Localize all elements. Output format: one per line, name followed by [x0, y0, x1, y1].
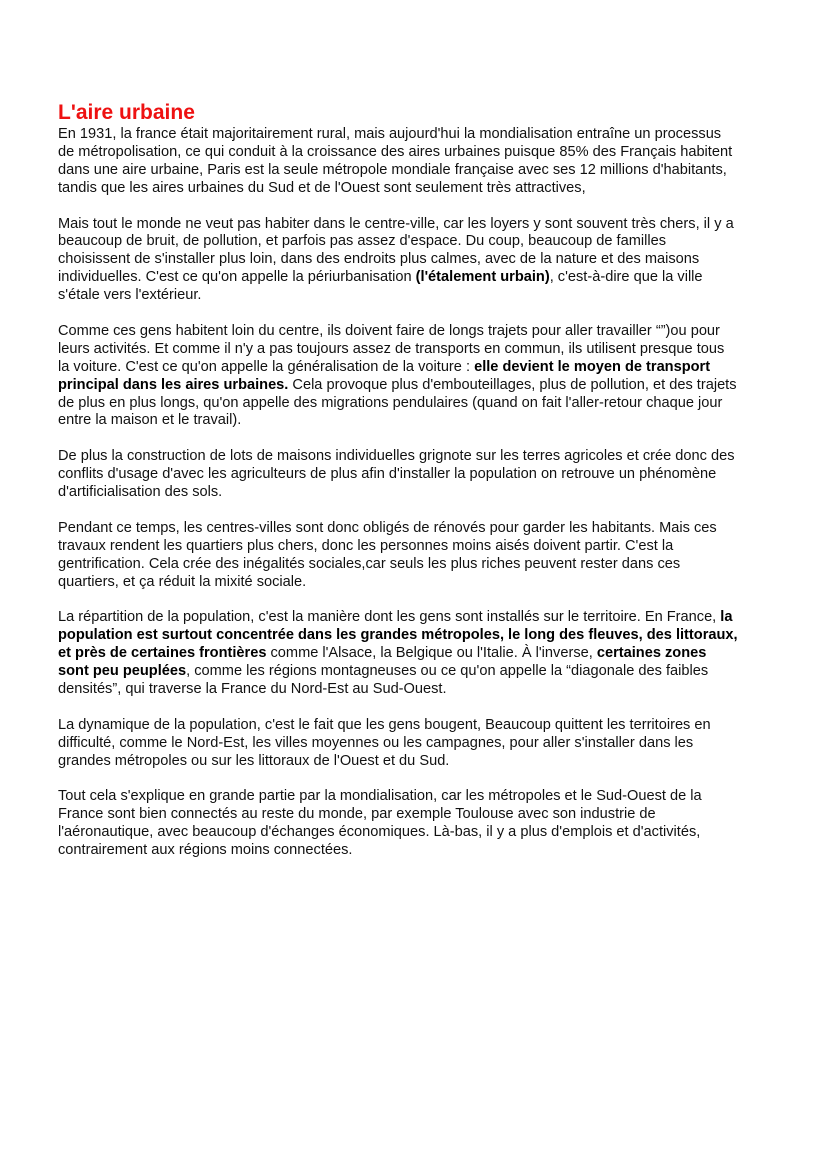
text-segment: Pendant ce temps, les centres-villes sont donc obligés de rénovés pour garder les habitants. Mais ces travaux rendent les quartiers plus chers, donc les personnes moins aisés doivent partir. C'est la gentrification. Cela crée des inégalités sociales,car seuls les plus riches peuvent rester dans ces quartiers, et ça réduit la mixité sociale.	[58, 519, 717, 590]
text-segment: La répartition de la population, c'est la manière dont les gens sont installés sur le territoire. En France,	[58, 609, 721, 626]
text-segment: Mais tout le monde ne veut pas habiter dans le centre-ville, car les loyers y sont souvent très chers, il y a beaucoup de bruit, de pollution, et parfois pas assez d'espace. Du coup, beaucoup de familles choisissent de s'installer plus loin, dans des endroits plus calmes, avec de la nature et des maisons individuelles. C'est ce qu'on appelle la périurbanisation	[58, 215, 734, 286]
text-segment: En 1931, la france était majoritairement rural, mais aujourd'hui la mondialisation entraîne un processus de métropolisation, ce qui conduit à la croissance des aires urbaines puisque 85% des Français habitent dans une aire urbaine, Paris est la seule métropole mondiale française avec ses 12 millions d'habitants, tandis que les aires urbaines du Sud et de l'Ouest sont seulement très attractives,	[58, 126, 733, 196]
text-segment: La dynamique de la population, c'est le fait que les gens bougent, Beaucoup quittent les territoires en difficulté, comme le Nord-Est, les villes moyennes ou les campagnes, pour aller s'installer dans les grandes métropoles ou sur les littoraux de l'Ouest et du Sud.	[58, 716, 711, 769]
paragraph-dynamique	[58, 717, 738, 771]
paragraph-gentrification	[58, 520, 738, 592]
paragraph-periurbanisation	[58, 216, 738, 306]
text-segment: , c'est-à-dire que la ville s'étale vers l'extérieur.	[58, 269, 703, 304]
bold-text-segment: (l'étalement urbain)	[415, 269, 550, 286]
paragraph-mondialisation	[58, 788, 738, 860]
paragraph-voiture	[58, 323, 738, 430]
text-segment: , comme les régions montagneuses ou ce qu'on appelle la “diagonale des faibles densités”, qui traverse la France du Nord-Est au Sud-Ouest.	[58, 663, 709, 698]
text-segment: Cela provoque plus d'embouteillages, plus de pollution, et des trajets de plus en plus longs, qu'on appelle des migrations pendulaires (quand on fait l'aller-retour chaque jour entre la maison et le travail).	[58, 376, 737, 429]
bold-text-segment: elle devient le moyen de transport principal dans les aires urbaines.	[58, 358, 711, 393]
text-segment: comme l'Alsace, la Belgique ou l'Italie. À l'inverse,	[266, 645, 597, 662]
bold-text-segment: la population est surtout concentrée dans les grandes métropoles, le long des fleuves, des littoraux, et près de certaines frontières	[58, 609, 738, 662]
document-page	[58, 101, 738, 878]
paragraph-repartition	[58, 609, 738, 699]
document-title: L'aire urbaine	[58, 101, 195, 124]
bold-text-segment: certaines zones sont peu peuplées	[58, 645, 707, 680]
text-segment: Comme ces gens habitent loin du centre, ils doivent faire de longs trajets pour aller travailler “”)ou pour leurs activités. Et comme il n'y a pas toujours assez de transports en commun, ils utilisent presque tous la voiture. C'est ce qu'on appelle la généralisation de la voiture :	[58, 322, 725, 375]
paragraph-artificialisation	[58, 448, 738, 502]
text-segment: De plus la construction de lots de maisons individuelles grignote sur les terres agricoles et crée donc des conflits d'usage d'avec les agriculteurs de plus afin d'installer la population on retrouve un phénomène d'artificialisation des sols.	[58, 448, 735, 501]
paragraph-intro	[58, 126, 738, 198]
text-segment: Tout cela s'explique en grande partie par la mondialisation, car les métropoles et le Sud-Ouest de la France sont bien connectés au reste du monde, par exemple Toulouse avec son industrie de l'aéronautique, avec beaucoup d'échanges économiques. Là-bas, il y a plus d'emplois et d'activités, contrairement aux régions moins connectées.	[58, 788, 702, 859]
